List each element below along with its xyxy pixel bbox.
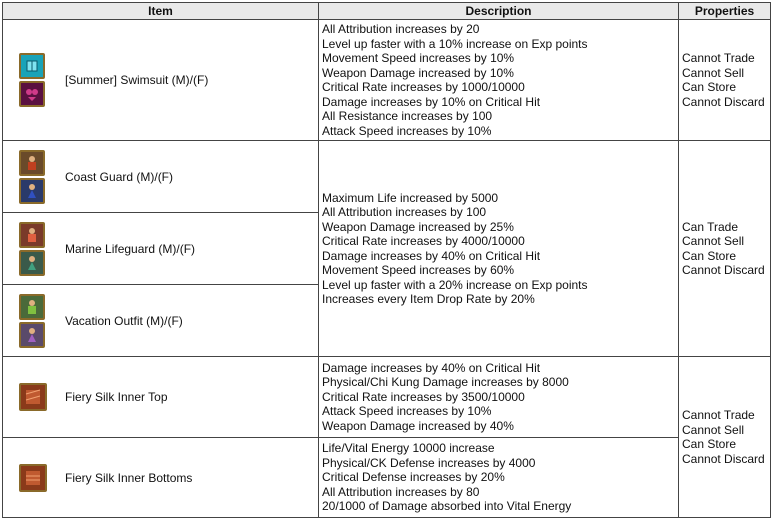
swimsuit-male-icon — [19, 53, 45, 79]
property-line: Cannot Trade — [682, 408, 755, 422]
properties-cell — [679, 141, 771, 357]
item-name: [Summer] Swimsuit (M)/(F) — [65, 73, 209, 87]
properties-cell — [679, 20, 771, 141]
description-line: Maximum Life increased by 5000 — [322, 190, 499, 205]
description-line: Level up faster with a 10% increase on Exp points — [322, 36, 588, 51]
description-line: Attack Speed increases by 10% — [322, 404, 492, 419]
description-line: Life/Vital Energy 10000 increase — [322, 441, 495, 456]
description-cell — [319, 357, 679, 438]
fiery-silk-top-icon — [19, 383, 47, 411]
description-line: Physical/CK Defense increases by 4000 — [322, 455, 536, 470]
description-line: Damage increases by 10% on Critical Hit — [322, 94, 541, 109]
description-line: Physical/Chi Kung Damage increases by 8000 — [322, 375, 569, 390]
marine-lifeguard-female-icon — [19, 250, 45, 276]
description-line: Damage increases by 40% on Critical Hit — [322, 360, 541, 375]
item-icons — [19, 222, 45, 276]
header-properties: Properties — [679, 3, 771, 20]
description-line: Critical Rate increases by 3500/10000 — [322, 389, 525, 404]
property-line: Cannot Discard — [682, 263, 765, 277]
property-line: Can Trade — [682, 219, 739, 234]
description-line: Movement Speed increases by 10% — [322, 51, 515, 65]
item-cell — [3, 357, 319, 438]
item-cell — [3, 285, 319, 357]
property-line: Cannot Trade — [682, 51, 755, 65]
description-line: All Attribution increases by 80 — [322, 484, 480, 499]
table-row — [3, 141, 771, 213]
item-icons — [19, 383, 47, 411]
vacation-outfit-male-icon — [19, 294, 45, 320]
swimsuit-female-icon — [19, 81, 45, 107]
marine-lifeguard-male-icon — [19, 222, 45, 248]
item-cell — [3, 438, 319, 518]
property-line: Cannot Discard — [682, 451, 765, 466]
table-row — [3, 438, 771, 518]
description-line: All Attribution increases by 20 — [322, 22, 480, 36]
property-line: Can Store — [682, 437, 737, 451]
item-icons — [19, 150, 45, 204]
item-table — [2, 2, 771, 518]
table-row — [3, 357, 771, 438]
header-description: Description — [319, 3, 679, 20]
property-line: Can Store — [682, 248, 737, 263]
vacation-outfit-female-icon — [19, 322, 45, 348]
item-cell — [3, 20, 319, 141]
fiery-silk-bottoms-icon — [19, 464, 47, 492]
description-line: Level up faster with a 20% increase on Exp points — [322, 277, 588, 292]
item-name: Fiery Silk Inner Top — [65, 390, 168, 404]
description-line: Critical Rate increases by 4000/10000 — [322, 234, 525, 248]
item-name: Coast Guard (M)/(F) — [65, 169, 174, 184]
description-line: Attack Speed increases by 10% — [322, 123, 492, 138]
item-name: Fiery Silk Inner Bottoms — [65, 470, 193, 485]
table-row — [3, 20, 771, 141]
description-line: Damage increases by 40% on Critical Hit — [322, 248, 541, 263]
description-line: Weapon Damage increased by 25% — [322, 219, 514, 234]
description-line: Weapon Damage increased by 10% — [322, 65, 514, 80]
item-name: Marine Lifeguard (M)/(F) — [65, 241, 196, 256]
item-cell — [3, 141, 319, 213]
item-icons — [19, 294, 45, 348]
description-line: All Attribution increases by 100 — [322, 205, 487, 219]
property-line: Cannot Sell — [682, 65, 745, 80]
header-item: Item — [3, 3, 319, 20]
description-line: Movement Speed increases by 60% — [322, 263, 515, 277]
item-name: Vacation Outfit (M)/(F) — [65, 313, 183, 328]
coast-guard-female-icon — [19, 178, 45, 204]
item-cell — [3, 213, 319, 285]
description-line: Weapon Damage increased by 40% — [322, 418, 514, 433]
item-icons — [19, 53, 45, 107]
property-line: Cannot Discard — [682, 94, 765, 109]
item-icons — [19, 464, 47, 492]
description-line: Critical Defense increases by 20% — [322, 470, 505, 485]
description-cell — [319, 20, 679, 141]
description-line: All Resistance increases by 100 — [322, 109, 493, 123]
description-line: Critical Rate increases by 1000/10000 — [322, 80, 525, 94]
property-line: Can Store — [682, 80, 737, 94]
property-line: Cannot Sell — [682, 422, 745, 437]
property-line: Cannot Sell — [682, 234, 745, 248]
coast-guard-male-icon — [19, 150, 45, 176]
properties-cell — [679, 357, 771, 518]
description-line: Increases every Item Drop Rate by 20% — [322, 292, 535, 306]
description-cell — [319, 141, 679, 357]
description-line: 20/1000 of Damage absorbed into Vital Energy — [322, 499, 572, 514]
header-row — [3, 3, 771, 20]
description-cell — [319, 438, 679, 518]
